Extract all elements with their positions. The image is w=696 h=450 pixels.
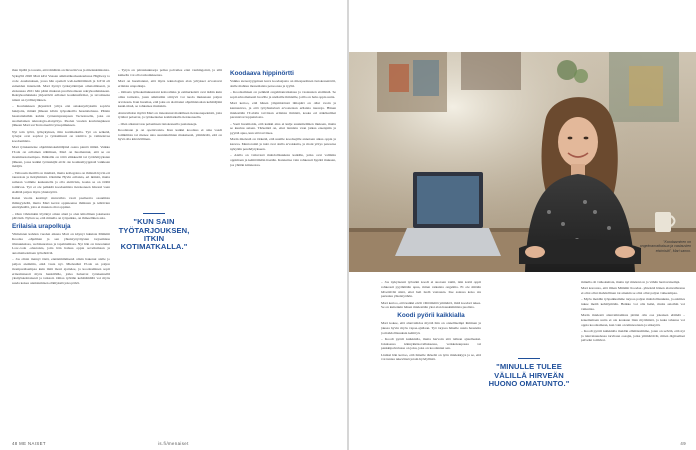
body-paragraph: Mari kertoo, että hänen ympäristönsä ilmapiiri on ollut avoin ja kannustava, ja että työyhteisössä arvostetaan erilaisia taustoja. Hänen mielestään IT-alalla tarvitaan erilaisia ihmisiä, koska eri näkökulmat parantavat lopputulosta. <box>230 101 336 120</box>
left-column-2-paragraphs <box>118 68 222 142</box>
footer-page-left: 48 ME NAISET <box>12 441 46 446</box>
body-paragraph: – Alalla on valtavasti mahdollisuuksia kaikille, jotka ovat valmiita oppimaan ja kehittämään itseään. Kannattaa vain rohkeasti hypätä mukaan, jos yhtään kiinnostaa. <box>230 153 336 167</box>
footer-url: is.fi/menaiset <box>158 441 189 446</box>
body-paragraph: Kaksi vuotta kestänyt alanvaihto vaati paalteotta osaamista ihmisyydellä, mutta Mari kertoi oppineensa ihmisten ja tehtävien ennätyksillä, joita ei muuten olisi oppinut. <box>12 195 110 210</box>
pull-quote-right-text: "MINULLE TULEE VÄLILLÄ HIRVEÄN HUONO OMATUNTO." <box>488 362 570 388</box>
portrait-photo <box>349 52 696 272</box>
section-heading-erilaisia-urapolkuja: Erilaisia urapolkuja <box>12 223 71 230</box>
body-paragraph: – Olen alkanut taas pelaamaan tietokoneella pasiansseja. <box>118 121 198 126</box>
pull-quote-right <box>487 358 571 388</box>
footer-page-right: 49 <box>680 441 686 446</box>
body-paragraph: Nyt tein työtä, työkykyinen, tiiin kotimatkalla. Työ on selkeää, työajat ovat sopivat ja työkulttuuri on toimiva ja vaihtelevaa koodaamista. <box>12 129 110 143</box>
body-paragraph: Alanvaihdon myötä Mari on innostunut matkilleen tietokonepeleistä, joita tyttäret pelaavat, ja työskentelee kotimatkalla tietokoneella. <box>118 110 222 120</box>
portrait-photo-svg <box>349 52 696 272</box>
body-paragraph: ihan lipillä ja toresin, että tämähän on hirsu hirvas ja mielenkiintoista. <box>12 68 110 72</box>
body-paragraph: – Omasta työkokemuksestani koitoallaka ja esimerkeistä ovat ikään kuin omia tarinoita, joten ammattiin siirtyvä voi tuoda mukanaan paljon arvokasta. Kun huomaa, että joku on aloittanut ohjelmistoalan kehittäjänä keski-iässä, se rohkaisee muitakin. <box>118 90 222 109</box>
body-paragraph: Koodataan ja on opettavaista. Kun kaikki koodaus ei aina vaadi toimimista tai menee aina suunnitelmien mukaisesti, ymmärtää, että on hyvä olla kärsivällinen. <box>118 127 222 142</box>
left-column-1 <box>12 68 110 287</box>
body-paragraph: – Valtaosin merillä on mielistä, mutta kollegoina on ihmisiä hyvin eri taustoista ja ikäryhmistä. Olemme Hyvin erilaisia, eri ikäisiä, mutta samaan voimme keskustella ja olla aktiivisia, koska se on täällä toimivaa. Työ ei ole pelkkää koodaamista tietokoneen ääressä vaan sisältää paljon myös yhteistyötä. <box>12 170 110 194</box>
left-column-2a <box>118 68 222 144</box>
body-paragraph: Mari korostaa, että ilman Mimmit Koodaa -yhteisöä hänen alanvaihtonsa ei olisi ollut mahdollinen tai ainakin se olisi ollut paljon vaikeampaa. <box>581 286 685 295</box>
body-paragraph: – Koodaamisen on pelkkää ongelmanratkaisua ja vastausten etsimistä. Se sopii erinomaisesti luoville ja uteliaille ihmisille, joilla on halu oppia uutta. <box>230 90 336 99</box>
left-column-3-after-heading <box>230 79 336 167</box>
pull-quote-rule <box>143 213 165 214</box>
body-paragraph: Mari kokee, että alanvaihdos myötä hän on onnellisempi ihminen ja jaksaa hyvin myös vapaa-ajallaan. Työ tarjoaa hänelle uusia haasteita ja mahdollisuuksia kehittyä. <box>381 321 481 335</box>
body-paragraph: – Koodi pyörii kaikkialla meidän elämässämme, joten on selvää, että nyt ja tulevaisuudessa tarvitaan osaajia, jotka ymmärtävät, miten digitaaliset palvelut toimivat. <box>581 328 685 343</box>
body-paragraph: Lisäksi hän kertoo, että hänelle tärkeää on työn mielekkyys ja se, että voi tuntea tekevänsä jotain hyödyllistä. <box>381 352 481 362</box>
body-paragraph: Syksyllä 2020 Mari kävi Vaasan ammattikorkeakoulussa Highway to code -koulutuksen, jossa hän opetteli web-kehittämistä ja IoT:tä eli esineiden internetiä. Mari hyötyi työkaytäntöjen omatoimisesti, ja elokuussa 2021 hän pääsi mukaan puolivuotiseen rekrykoulutukseen. Rekrykoulutuksia järjestävät erilaiset koulutusfirmat, ja tavoitteena niissä on työllistyminen. <box>12 74 110 102</box>
body-paragraph: – Myös meidän työpaikkamme tarjoaa paljon mahdollisuuksia, ja esimies tukee meitä kehittymään. Heikko voi olla hetki, mutta asioihin voi vaikuttaa. <box>581 297 685 311</box>
left-column-3 <box>230 68 336 169</box>
left-page <box>0 0 347 450</box>
right-column-1 <box>381 280 481 364</box>
right-column-2-paragraphs <box>581 280 685 343</box>
body-paragraph: Mari kertoo, että kaikki eivät välttämättä ymmärrä, mitä koodari tekee. Se on kuitenkin hänen mielestään yksi alan hauskimmista puolista. <box>381 300 481 310</box>
right-column-1-paragraphs <box>381 280 481 310</box>
left-column-1-intro <box>12 68 110 221</box>
body-paragraph: Mari työskentelee ohjelmistokehittäjänä osana pientä tiimiä. Vaikka IT-ala on erilainen nähtiinen, Mari on huomannut, että se on monimuotoisempaa. Ihmisille on töitä eläkkeeltä tai työttömyyksien jälkeen, jossa kaikki työntekijät eivät ole koulusmyyppisiä vaikkaan tietäjiä. <box>12 145 110 169</box>
body-paragraph: Marin mielestä alanvaihtamista pitäisi olla osa jokaisen elämää – kokeilemaan uutta ei ole koskaan liian myöhäistä, ja kuka tahansa voi oppia koodaamaan, kun vain on kiinnostusta ja sitkeyttä. <box>581 313 685 327</box>
body-paragraph: Vaikka stereotyyppinen kuva koodaajasta on miespuolinen tietokonenörtti, alalle mahtuu monenlaista persoonaa ja tyyliä. <box>230 79 336 88</box>
photo-caption: "Koodaaminen on ongelmanratkaisua ja vastausten etsimistä", Mari sanoo. <box>639 240 691 253</box>
body-paragraph: – Tytyn on pärstakuknaoja polku polveilee ettei vanhingointi, ja silti kaikella voi olla tarkoituksensa. <box>118 68 222 77</box>
body-paragraph: Viimeisten kahden vuoden aikana Mari on käynyt lukuisia Mimmit Koodaa -ohjelman ja sen yhteistyöyritysten tarjoamissa tilaisuuksissa, webinaareissa ja tapahtumissa. Nyt hän on innostunut Low-code -alustoista, joita hän haluaa oppia soveltamaan ja automatisoimaan työtehtäviä. <box>12 232 110 255</box>
right-column-1-after-heading <box>381 321 481 362</box>
body-paragraph: – Jos olisin tiennyt tästä, ennäsimmäisenä olisin hakenut alalle jo paljon aiemmin, eikä vasta nyt. Mielestäni IT-ala on paljon monipuolisempaa kuin mitä moni ajattelee, ja koodaaminen sopii erinomaisesti myös henkilöille, jotka haluavat työskennellä yksityiskohtaisesti ja tarkasti. Omaa työtään kehittämällä voi myös saada kokea onnistumisen elämyksiä joka päivä. <box>12 257 110 285</box>
body-paragraph: – Olen vihdoinkin löytänyt oman alani ja olen kiitollinen jokaisesta päivästä. Nytten se, että minulla on työpaikka, on ihmeellinen asia. <box>12 211 110 221</box>
body-paragraph: – Saatt huomioida, että kaikki aina ei kulje suunnitelmien mukaan, mutta se kuuluu asiaan. Tärkeintä on, ettei lannistu vaan jatkaa eteenpäin ja pyytää apua, kun sitä tarvitsee. <box>230 121 336 135</box>
pull-quote-left <box>114 213 194 252</box>
body-paragraph: Mari on huomannut, että myös teknologian alan yritykset arvostavat erilaisia urapolkuja. <box>118 79 222 88</box>
section-heading-koodi-pyorii-kaikkialla: Koodi pyörii kaikkialla <box>397 312 465 319</box>
body-paragraph: – Koodi pyörii kaikkialla, mutta harvoin sitä tullaan ajatelleeksi. Jokaisessa kännykkäsovelluksessa, verkkokaupassa tai pankkipalvelussa on joku, joka on koodannut sen. <box>381 336 481 351</box>
section-heading-koodaava-hippinortti: Koodaava hippinörtti <box>230 70 294 77</box>
left-column-1-after-heading <box>12 232 110 286</box>
right-page <box>349 0 696 450</box>
body-paragraph: – Jos nykyisessä työssäni koodi ei suoraan toimi, niin kotiä oppii rohkeasti pyytämään apua, miten ratkaista ongelma. Ei ole mitään hävettävää siinä, ettei heti tiedä vastausta. Itse asiassa koko ala perustuu yhteistyöhön. <box>381 280 481 299</box>
body-paragraph: Marin mielestä on tärkeää, että uusille koodaajille annetaan aikaa oppia ja kasvaa. Mentorointi ja tuki ovat alalla arvokkaita, ja moni yritys panostaa nykyään perehdytykseen. <box>230 137 336 151</box>
pull-quote-text: "KUN SAIN TYÖTARJOUKSEN, ITKIN KOTIMATKALLA." <box>118 217 190 252</box>
body-paragraph: – Koulutuksen järjestävä yritys etsi asiakasyrityksiin sopivia hakijoita, minkä jälkeen kävin työpaikoilla haastattelussa. Pääsin haastatteluihin kahtia työnantajaatapaan Tecnotreelle, joka on suomalainen teknologia-alanyritys. Puolen vuoden koulutusjakson jälkeen Mari sai Tecnotreeltä työsopimuksen. <box>12 104 110 128</box>
body-paragraph: minulla oli valkokuitsia, mutta nyt mieleni on jo vähän luottavaisempi. <box>581 280 681 284</box>
pull-quote-rule-right <box>518 358 540 359</box>
right-column-2 <box>581 280 685 345</box>
